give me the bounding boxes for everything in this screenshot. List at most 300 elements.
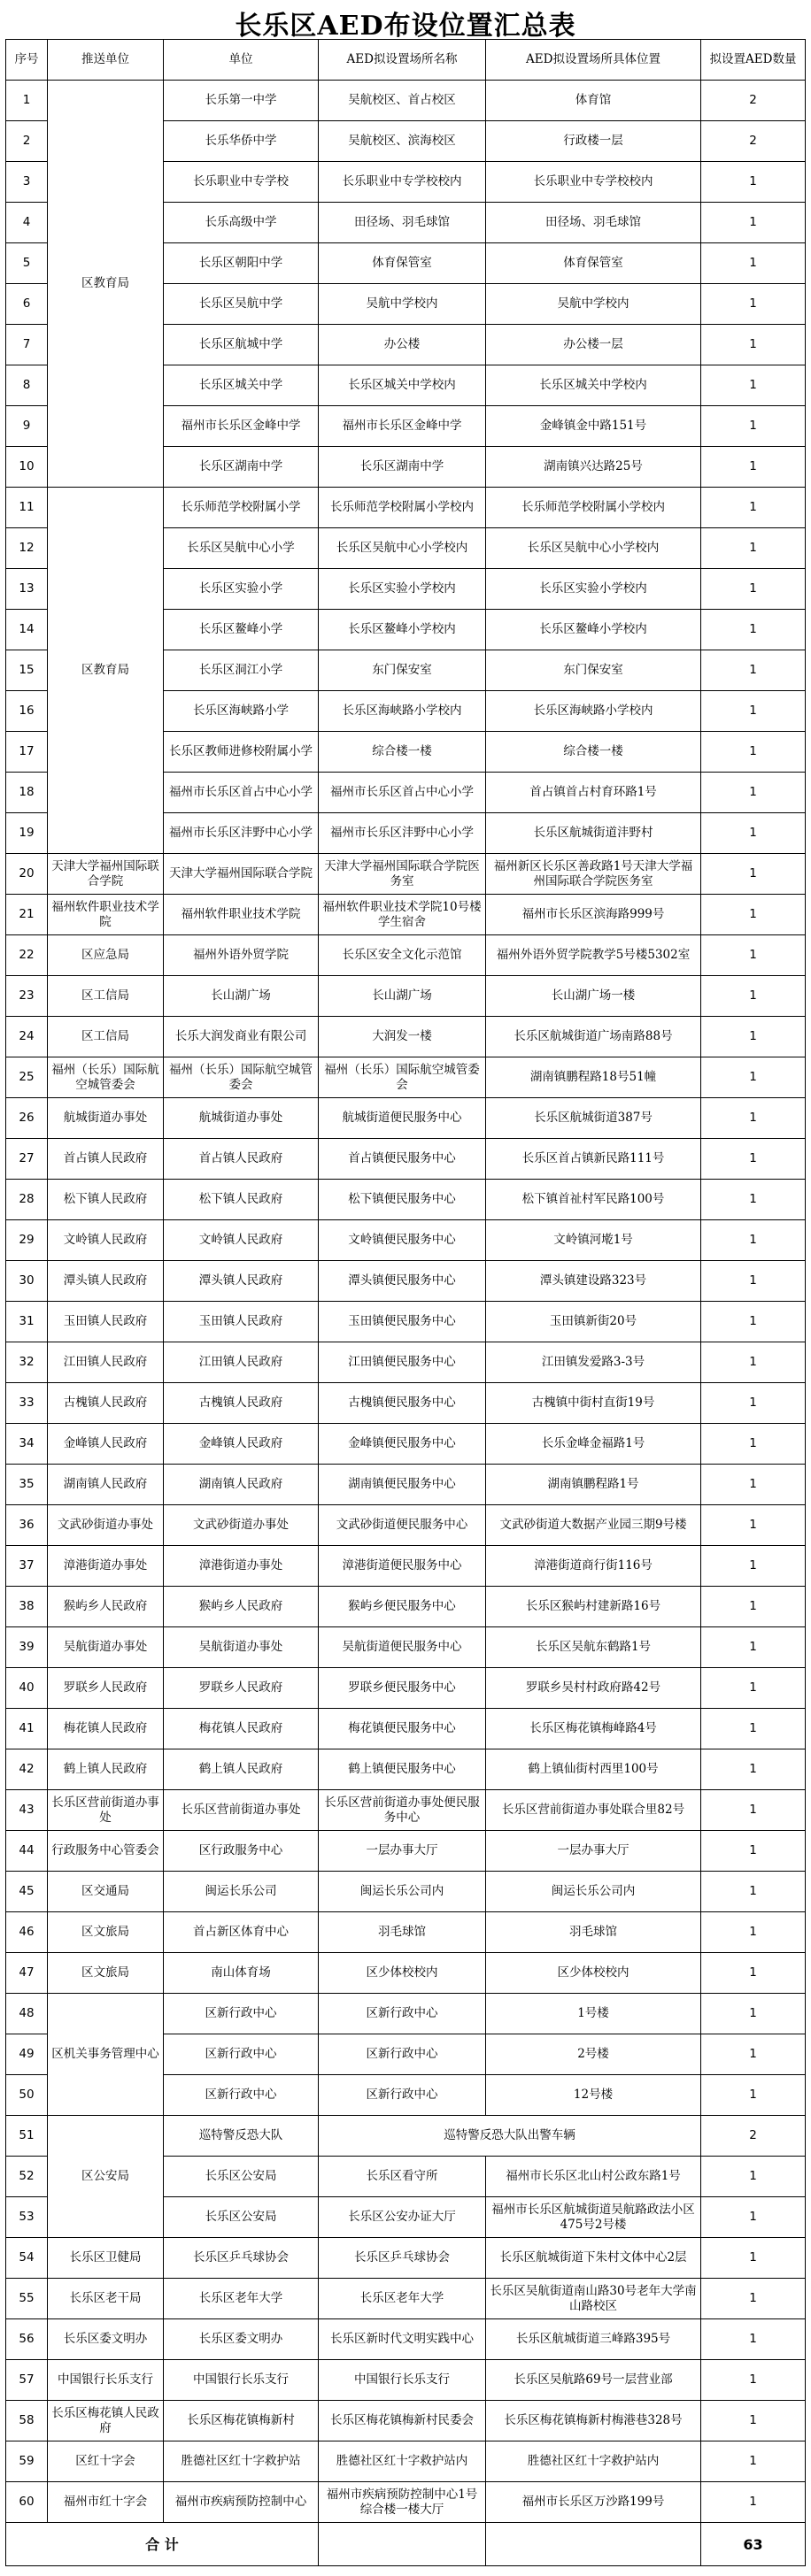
table-row	[6, 2238, 806, 2279]
unit-cell: 金峰镇人民政府	[164, 1424, 319, 1465]
total-row	[6, 2523, 806, 2566]
row-number: 43	[6, 1790, 48, 1831]
aed-place-cell: 胜德社区红十字救护站内	[319, 2441, 486, 2482]
unit-cell: 福州市长乐区沣野中心小学	[164, 813, 319, 854]
aed-location-cell: 福州市长乐区北山村公政东路1号	[486, 2157, 701, 2197]
aed-count-cell: 1	[701, 1098, 806, 1139]
pushing-unit-cell: 行政服务中心管委会	[48, 1831, 164, 1872]
aed-location-cell: 羽毛球馆	[486, 1912, 701, 1953]
aed-location-cell: 湖南镇兴达路25号	[486, 447, 701, 488]
aed-place-cell: 长乐区公安办证大厅	[319, 2197, 486, 2238]
column-header: 单位	[164, 40, 319, 81]
aed-place-cell: 湖南镇便民服务中心	[319, 1465, 486, 1505]
aed-place-cell: 长乐区营前街道办事处便民服务中心	[319, 1790, 486, 1831]
column-header: AED拟设置场所名称	[319, 40, 486, 81]
pushing-unit-cell: 福州软件职业技术学院	[48, 895, 164, 935]
aed-count-cell: 1	[701, 2360, 806, 2401]
aed-count-cell: 1	[701, 2075, 806, 2116]
table-row	[6, 2401, 806, 2441]
pushing-unit-cell: 漳港街道办事处	[48, 1546, 164, 1587]
aed-count-cell: 1	[701, 813, 806, 854]
unit-cell: 闽运长乐公司	[164, 1872, 319, 1912]
aed-location-cell: 福州市长乐区航城街道吴航路政法小区475号2号楼	[486, 2197, 701, 2238]
unit-cell: 吴航街道办事处	[164, 1627, 319, 1668]
unit-cell: 福州软件职业技术学院	[164, 895, 319, 935]
aed-location-cell: 综合楼一楼	[486, 732, 701, 773]
pushing-unit-cell: 区文旅局	[48, 1953, 164, 1994]
unit-cell: 长乐华侨中学	[164, 121, 319, 162]
aed-count-cell: 1	[701, 1953, 806, 1994]
table-row	[6, 1790, 806, 1831]
aed-count-cell: 1	[701, 528, 806, 569]
table-row	[6, 1057, 806, 1098]
unit-cell: 罗联乡人民政府	[164, 1668, 319, 1709]
unit-cell: 福州市长乐区首占中心小学	[164, 773, 319, 813]
row-number: 1	[6, 81, 48, 121]
aed-place-cell: 福州市长乐区首占中心小学	[319, 773, 486, 813]
aed-count-cell: 1	[701, 406, 806, 447]
aed-place-cell: 长乐职业中专学校校内	[319, 162, 486, 203]
row-number: 25	[6, 1057, 48, 1098]
aed-place-cell: 一层办事大厅	[319, 1831, 486, 1872]
row-number: 8	[6, 365, 48, 406]
row-number: 54	[6, 2238, 48, 2279]
aed-location-cell: 长乐区航城街道沣野村	[486, 813, 701, 854]
aed-count-cell: 1	[701, 2238, 806, 2279]
pushing-unit-cell: 区工信局	[48, 1017, 164, 1057]
table-row	[6, 2116, 806, 2157]
aed-location-cell: 长乐区猴屿村建新路16号	[486, 1587, 701, 1627]
row-number: 7	[6, 325, 48, 365]
aed-location-cell: 福州市长乐区万沙路199号	[486, 2482, 701, 2523]
table-row	[6, 1627, 806, 1668]
aed-count-cell: 1	[701, 1709, 806, 1749]
aed-count-cell: 1	[701, 569, 806, 610]
unit-cell: 长乐区公安局	[164, 2197, 319, 2238]
aed-count-cell: 1	[701, 1749, 806, 1790]
aed-place-cell: 玉田镇便民服务中心	[319, 1302, 486, 1342]
aed-location-cell: 长乐区梅花镇梅新村梅港巷328号	[486, 2401, 701, 2441]
aed-count-cell: 1	[701, 488, 806, 528]
aed-count-cell: 1	[701, 1994, 806, 2034]
unit-cell: 文武砂街道办事处	[164, 1505, 319, 1546]
aed-place-cell: 福州（长乐）国际航空城管委会	[319, 1057, 486, 1098]
aed-count-cell: 1	[701, 162, 806, 203]
unit-cell: 长乐师范学校附属小学	[164, 488, 319, 528]
aed-count-cell: 1	[701, 284, 806, 325]
aed-count-cell: 1	[701, 1139, 806, 1180]
aed-location-cell: 2号楼	[486, 2034, 701, 2075]
table-row	[6, 1912, 806, 1953]
aed-place-cell: 福州市疾病预防控制中心1号综合楼一楼大厅	[319, 2482, 486, 2523]
aed-place-cell: 福州市长乐区沣野中心小学	[319, 813, 486, 854]
row-number: 19	[6, 813, 48, 854]
pushing-unit-cell: 罗联乡人民政府	[48, 1668, 164, 1709]
pushing-unit-cell: 区机关事务管理中心	[48, 1994, 164, 2116]
aed-count-cell: 1	[701, 2441, 806, 2482]
aed-place-cell: 文武砂街道便民服务中心	[319, 1505, 486, 1546]
aed-location-cell: 长乐区梅花镇梅峰路4号	[486, 1709, 701, 1749]
aed-place-cell: 吴航中学校内	[319, 284, 486, 325]
aed-place-cell: 天津大学福州国际联合学院医务室	[319, 854, 486, 895]
unit-cell: 巡特警反恐大队	[164, 2116, 319, 2157]
aed-location-cell: 吴航中学校内	[486, 284, 701, 325]
aed-place-cell: 长乐区安全文化示范馆	[319, 935, 486, 976]
aed-count-cell: 1	[701, 732, 806, 773]
aed-place-cell: 大润发一楼	[319, 1017, 486, 1057]
unit-cell: 松下镇人民政府	[164, 1180, 319, 1220]
unit-cell: 长乐区鳌峰小学	[164, 610, 319, 650]
aed-count-cell: 1	[701, 895, 806, 935]
aed-location-cell: 1号楼	[486, 1994, 701, 2034]
aed-place-cell: 罗联乡便民服务中心	[319, 1668, 486, 1709]
aed-count-cell: 1	[701, 2319, 806, 2360]
pushing-unit-cell: 区交通局	[48, 1872, 164, 1912]
aed-place-cell: 区新行政中心	[319, 2034, 486, 2075]
row-number: 26	[6, 1098, 48, 1139]
aed-place-cell: 长乐区看守所	[319, 2157, 486, 2197]
unit-cell: 古槐镇人民政府	[164, 1383, 319, 1424]
table-row	[6, 1342, 806, 1383]
row-number: 3	[6, 162, 48, 203]
pushing-unit-cell: 航城街道办事处	[48, 1098, 164, 1139]
aed-place-cell: 办公楼	[319, 325, 486, 365]
aed-location-cell: 体育馆	[486, 81, 701, 121]
aed-count-cell: 1	[701, 2401, 806, 2441]
aed-place-cell: 羽毛球馆	[319, 1912, 486, 1953]
pushing-unit-cell: 梅花镇人民政府	[48, 1709, 164, 1749]
pushing-unit-cell: 区教育局	[48, 488, 164, 854]
pushing-unit-cell: 潭头镇人民政府	[48, 1261, 164, 1302]
row-number: 34	[6, 1424, 48, 1465]
aed-place-cell: 综合楼一楼	[319, 732, 486, 773]
unit-cell: 猴屿乡人民政府	[164, 1587, 319, 1627]
aed-location-cell: 松下镇首祉村军民路100号	[486, 1180, 701, 1220]
table-row	[6, 81, 806, 121]
pushing-unit-cell: 文岭镇人民政府	[48, 1220, 164, 1261]
row-number: 29	[6, 1220, 48, 1261]
table-row	[6, 1749, 806, 1790]
unit-cell: 漳港街道办事处	[164, 1546, 319, 1587]
aed-count-cell: 1	[701, 1912, 806, 1953]
aed-place-cell: 长山湖广场	[319, 976, 486, 1017]
pushing-unit-cell: 区工信局	[48, 976, 164, 1017]
aed-place-cell: 长乐区吴航中心小学校内	[319, 528, 486, 569]
aed-place-cell: 长乐区乒乓球协会	[319, 2238, 486, 2279]
unit-cell: 玉田镇人民政府	[164, 1302, 319, 1342]
pushing-unit-cell: 长乐区委文明办	[48, 2319, 164, 2360]
aed-count-cell: 1	[701, 976, 806, 1017]
aed-count-cell: 1	[701, 1505, 806, 1546]
table-header-row	[6, 40, 806, 81]
table-row	[6, 1994, 806, 2034]
total-blank	[486, 2523, 701, 2566]
pushing-unit-cell: 天津大学福州国际联合学院	[48, 854, 164, 895]
aed-count-cell: 2	[701, 81, 806, 121]
aed-count-cell: 1	[701, 2197, 806, 2238]
aed-count-cell: 1	[701, 1261, 806, 1302]
unit-cell: 长乐区海峡路小学	[164, 691, 319, 732]
row-number: 6	[6, 284, 48, 325]
table-row	[6, 2279, 806, 2319]
aed-count-cell: 1	[701, 203, 806, 243]
aed-count-cell: 1	[701, 1546, 806, 1587]
table-row	[6, 854, 806, 895]
aed-place-cell: 长乐区鳌峰小学校内	[319, 610, 486, 650]
pushing-unit-cell: 长乐区老干局	[48, 2279, 164, 2319]
row-number: 50	[6, 2075, 48, 2116]
table-row	[6, 1220, 806, 1261]
unit-cell: 区行政服务中心	[164, 1831, 319, 1872]
aed-place-cell: 潭头镇便民服务中心	[319, 1261, 486, 1302]
unit-cell: 长乐区教师进修校附属小学	[164, 732, 319, 773]
aed-location-cell: 行政楼一层	[486, 121, 701, 162]
aed-location-cell: 长乐区鳌峰小学校内	[486, 610, 701, 650]
aed-count-cell: 2	[701, 2116, 806, 2157]
aed-location-cell: 东门保安室	[486, 650, 701, 691]
unit-cell: 长乐区城关中学	[164, 365, 319, 406]
aed-location-cell: 鹤上镇仙街村西里100号	[486, 1749, 701, 1790]
unit-cell: 福州市疾病预防控制中心	[164, 2482, 319, 2523]
aed-summary-table	[5, 39, 806, 2566]
aed-location-cell: 闽运长乐公司内	[486, 1872, 701, 1912]
aed-count-cell: 1	[701, 1627, 806, 1668]
unit-cell: 南山体育场	[164, 1953, 319, 1994]
row-number: 48	[6, 1994, 48, 2034]
total-label: 合 计	[6, 2523, 319, 2566]
row-number: 22	[6, 935, 48, 976]
aed-count-cell: 1	[701, 1180, 806, 1220]
aed-place-cell: 福州市长乐区金峰中学	[319, 406, 486, 447]
aed-place-cell: 松下镇便民服务中心	[319, 1180, 486, 1220]
row-number: 28	[6, 1180, 48, 1220]
aed-count-cell: 1	[701, 1790, 806, 1831]
pushing-unit-cell: 文武砂街道办事处	[48, 1505, 164, 1546]
aed-place-cell: 文岭镇便民服务中心	[319, 1220, 486, 1261]
unit-cell: 中国银行长乐支行	[164, 2360, 319, 2401]
aed-place-cell: 体育保管室	[319, 243, 486, 284]
aed-place-cell: 长乐区湖南中学	[319, 447, 486, 488]
aed-location-cell: 长乐区吴航东鹤路1号	[486, 1627, 701, 1668]
row-number: 59	[6, 2441, 48, 2482]
aed-location-cell: 文岭镇河墘1号	[486, 1220, 701, 1261]
table-row	[6, 1546, 806, 1587]
table-row	[6, 1180, 806, 1220]
aed-count-cell: 1	[701, 1668, 806, 1709]
aed-place-cell: 首占镇便民服务中心	[319, 1139, 486, 1180]
pushing-unit-cell: 猴屿乡人民政府	[48, 1587, 164, 1627]
row-number: 52	[6, 2157, 48, 2197]
row-number: 23	[6, 976, 48, 1017]
aed-location-cell: 玉田镇新街20号	[486, 1302, 701, 1342]
aed-count-cell: 1	[701, 1465, 806, 1505]
aed-place-cell: 东门保安室	[319, 650, 486, 691]
pushing-unit-cell: 古槐镇人民政府	[48, 1383, 164, 1424]
aed-location-cell: 潭头镇建设路323号	[486, 1261, 701, 1302]
aed-place-cell: 田径场、羽毛球馆	[319, 203, 486, 243]
aed-place-cell: 长乐区新时代文明实践中心	[319, 2319, 486, 2360]
aed-location-cell: 福州市长乐区滨海路999号	[486, 895, 701, 935]
aed-place-cell: 漳港街道便民服务中心	[319, 1546, 486, 1587]
row-number: 42	[6, 1749, 48, 1790]
aed-location-cell: 长乐区吴航街道南山路30号老年大学南山路校区	[486, 2279, 701, 2319]
row-number: 38	[6, 1587, 48, 1627]
pushing-unit-cell: 长乐区营前街道办事处	[48, 1790, 164, 1831]
aed-count-cell: 1	[701, 365, 806, 406]
aed-count-cell: 1	[701, 447, 806, 488]
pushing-unit-cell: 金峰镇人民政府	[48, 1424, 164, 1465]
aed-location-cell: 长乐区营前街道办事处联合里82号	[486, 1790, 701, 1831]
aed-place-cell: 航城街道便民服务中心	[319, 1098, 486, 1139]
pushing-unit-cell: 长乐区梅花镇人民政府	[48, 2401, 164, 2441]
row-number: 53	[6, 2197, 48, 2238]
row-number: 36	[6, 1505, 48, 1546]
row-number: 35	[6, 1465, 48, 1505]
unit-cell: 长乐区湖南中学	[164, 447, 319, 488]
table-row	[6, 2441, 806, 2482]
aed-location-cell: 长乐区吴航路69号一层营业部	[486, 2360, 701, 2401]
aed-location-cell: 长乐区航城街道387号	[486, 1098, 701, 1139]
aed-location-cell: 漳港街道商行街116号	[486, 1546, 701, 1587]
aed-count-cell: 1	[701, 854, 806, 895]
pushing-unit-cell: 区应急局	[48, 935, 164, 976]
page-title: 长乐区AED布设位置汇总表	[235, 11, 576, 42]
row-number: 11	[6, 488, 48, 528]
unit-cell: 区新行政中心	[164, 1994, 319, 2034]
aed-place-cell: 中国银行长乐支行	[319, 2360, 486, 2401]
aed-location-cell: 福州新区长乐区善政路1号天津大学福州国际联合学院医务室	[486, 854, 701, 895]
aed-location-cell: 长乐区海峡路小学校内	[486, 691, 701, 732]
aed-location-cell: 首占镇首占村育环路1号	[486, 773, 701, 813]
aed-place-cell: 区新行政中心	[319, 2075, 486, 2116]
unit-cell: 长乐第一中学	[164, 81, 319, 121]
row-number: 51	[6, 2116, 48, 2157]
table-row	[6, 1505, 806, 1546]
aed-place-cell: 长乐师范学校附属小学校内	[319, 488, 486, 528]
row-number: 13	[6, 569, 48, 610]
table-row	[6, 1465, 806, 1505]
row-number: 30	[6, 1261, 48, 1302]
aed-place-cell: 江田镇便民服务中心	[319, 1342, 486, 1383]
aed-location-cell: 文武砂街道大数据产业园三期9号楼	[486, 1505, 701, 1546]
aed-count-cell: 1	[701, 1831, 806, 1872]
row-number: 16	[6, 691, 48, 732]
unit-cell: 区新行政中心	[164, 2075, 319, 2116]
unit-cell: 文岭镇人民政府	[164, 1220, 319, 1261]
aed-count-cell: 1	[701, 325, 806, 365]
aed-place-cell: 长乐区老年大学	[319, 2279, 486, 2319]
unit-cell: 长乐职业中专学校	[164, 162, 319, 203]
aed-location-cell: 长乐金峰金福路1号	[486, 1424, 701, 1465]
pushing-unit-cell: 玉田镇人民政府	[48, 1302, 164, 1342]
aed-location-cell: 金峰镇金中路151号	[486, 406, 701, 447]
row-number: 57	[6, 2360, 48, 2401]
aed-count-cell: 1	[701, 1017, 806, 1057]
aed-location-cell: 长乐师范学校附属小学校内	[486, 488, 701, 528]
row-number: 33	[6, 1383, 48, 1424]
aed-location-cell: 罗联乡吴村村政府路42号	[486, 1668, 701, 1709]
pushing-unit-cell: 区文旅局	[48, 1912, 164, 1953]
table-row	[6, 1424, 806, 1465]
aed-place-cell: 福州软件职业技术学院10号楼学生宿舍	[319, 895, 486, 935]
row-number: 18	[6, 773, 48, 813]
table-row	[6, 976, 806, 1017]
aed-place-cell: 吴航校区、首占校区	[319, 81, 486, 121]
unit-cell: 长乐高级中学	[164, 203, 319, 243]
table-row	[6, 1668, 806, 1709]
unit-cell: 胜德社区红十字救护站	[164, 2441, 319, 2482]
row-number: 9	[6, 406, 48, 447]
table-row	[6, 2360, 806, 2401]
aed-place-cell: 梅花镇便民服务中心	[319, 1709, 486, 1749]
unit-cell: 首占镇人民政府	[164, 1139, 319, 1180]
aed-count-cell: 1	[701, 1383, 806, 1424]
aed-location-cell: 江田镇发爱路3-3号	[486, 1342, 701, 1383]
unit-cell: 长乐区公安局	[164, 2157, 319, 2197]
row-number: 44	[6, 1831, 48, 1872]
aed-count-cell: 1	[701, 2482, 806, 2523]
aed-location-cell: 长乐区吴航中心小学校内	[486, 528, 701, 569]
row-number: 40	[6, 1668, 48, 1709]
row-number: 46	[6, 1912, 48, 1953]
unit-cell: 长乐区朝阳中学	[164, 243, 319, 284]
aed-count-cell: 1	[701, 935, 806, 976]
row-number: 21	[6, 895, 48, 935]
table-row	[6, 935, 806, 976]
unit-cell: 潭头镇人民政府	[164, 1261, 319, 1302]
pushing-unit-cell: 区公安局	[48, 2116, 164, 2238]
unit-cell: 福州市长乐区金峰中学	[164, 406, 319, 447]
row-number: 37	[6, 1546, 48, 1587]
pushing-unit-cell: 福州市红十字会	[48, 2482, 164, 2523]
aed-location-cell: 长山湖广场一楼	[486, 976, 701, 1017]
aed-location-cell: 长乐区实验小学校内	[486, 569, 701, 610]
table-row	[6, 1098, 806, 1139]
table-row	[6, 1261, 806, 1302]
pushing-unit-cell: 鹤上镇人民政府	[48, 1749, 164, 1790]
table-row	[6, 895, 806, 935]
aed-location-cell: 体育保管室	[486, 243, 701, 284]
aed-place-cell: 吴航校区、滨海校区	[319, 121, 486, 162]
table-row	[6, 1302, 806, 1342]
aed-location-cell: 长乐区航城街道三峰路395号	[486, 2319, 701, 2360]
row-number: 60	[6, 2482, 48, 2523]
aed-location-cell: 胜德社区红十字救护站内	[486, 2441, 701, 2482]
aed-place-cell: 吴航街道便民服务中心	[319, 1627, 486, 1668]
unit-cell: 长乐大润发商业有限公司	[164, 1017, 319, 1057]
aed-place-cell: 区新行政中心	[319, 1994, 486, 2034]
table-row	[6, 1383, 806, 1424]
row-number: 17	[6, 732, 48, 773]
unit-cell: 梅花镇人民政府	[164, 1709, 319, 1749]
table-row	[6, 1587, 806, 1627]
aed-count-cell: 1	[701, 1302, 806, 1342]
aed-count-cell: 1	[701, 1587, 806, 1627]
pushing-unit-cell: 区教育局	[48, 81, 164, 488]
table-row	[6, 1953, 806, 1994]
pushing-unit-cell: 福州（长乐）国际航空城管委会	[48, 1057, 164, 1098]
table-row	[6, 488, 806, 528]
unit-cell: 长乐区吴航中心小学	[164, 528, 319, 569]
aed-count-cell: 1	[701, 243, 806, 284]
aed-location-cell: 长乐区航城街道下朱村文体中心2层	[486, 2238, 701, 2279]
aed-place-cell: 长乐区梅花镇梅新村民委会	[319, 2401, 486, 2441]
aed-count-cell: 1	[701, 650, 806, 691]
aed-place-cell: 金峰镇便民服务中心	[319, 1424, 486, 1465]
row-number: 2	[6, 121, 48, 162]
row-number: 41	[6, 1709, 48, 1749]
aed-count-cell: 1	[701, 2034, 806, 2075]
